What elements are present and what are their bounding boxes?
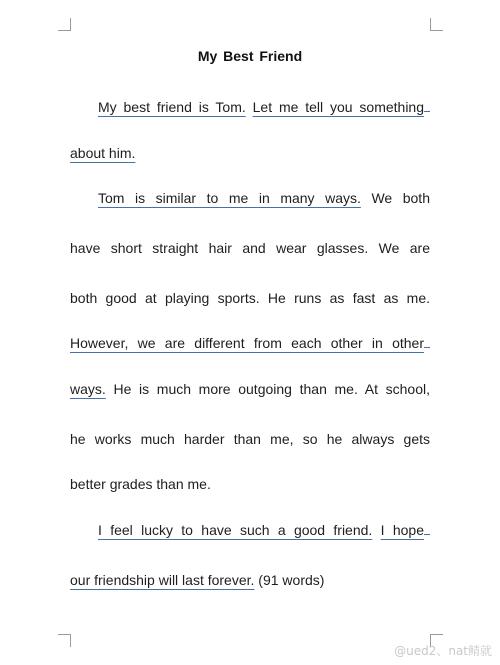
line-11-seg-1: our friendship will last forever.	[70, 572, 255, 588]
line-1-seg-1: My best friend is Tom.	[98, 99, 246, 115]
line-5	[70, 288, 430, 308]
line-3-seg-1: Tom is similar to me in many ways.	[98, 190, 361, 206]
line-10	[70, 520, 430, 540]
line-3-seg-2: We both	[360, 190, 430, 206]
line-3	[70, 188, 430, 208]
line-10-seg-2	[372, 522, 380, 538]
underline-extension	[424, 97, 430, 112]
line-4	[70, 238, 430, 258]
line-1	[70, 97, 430, 117]
line-7	[70, 379, 430, 399]
line-11	[70, 570, 430, 590]
underline-extension	[424, 333, 430, 348]
line-1-seg-2	[246, 99, 253, 115]
line-8-seg-1: he works much harder than me, so he always gets	[70, 431, 430, 447]
line-9	[70, 474, 430, 494]
document-title: My Best Friend	[197, 48, 303, 64]
line-7-seg-1: ways.	[70, 381, 106, 397]
watermark: @ued2、nat鲭就	[394, 644, 492, 658]
underline-extension	[424, 520, 430, 535]
line-8	[70, 429, 430, 449]
page-corner-mark-top-right	[430, 18, 443, 31]
line-1-seg-3: Let me tell you something	[252, 99, 425, 115]
line-2	[70, 143, 430, 163]
line-6-seg-1: However, we are different from each other in other	[70, 335, 424, 351]
line-11-seg-2: (91 words)	[254, 572, 325, 588]
line-5-seg-1: both good at playing sports. He runs as fast as me.	[70, 290, 430, 306]
line-6	[70, 333, 430, 353]
line-4-seg-1: have short straight hair and wear glasses. We are	[70, 240, 430, 256]
line-2-seg-1: about him.	[70, 145, 136, 161]
line-10-seg-1: I feel lucky to have such a good friend.	[98, 522, 373, 538]
line-7-seg-2: He is much more outgoing than me. At school,	[105, 381, 430, 397]
line-9-seg-1: better grades than me.	[70, 476, 211, 492]
page-corner-mark-top-left	[58, 18, 71, 31]
line-10-seg-3: I hope	[380, 522, 424, 538]
page-corner-mark-bottom-left	[58, 634, 71, 647]
